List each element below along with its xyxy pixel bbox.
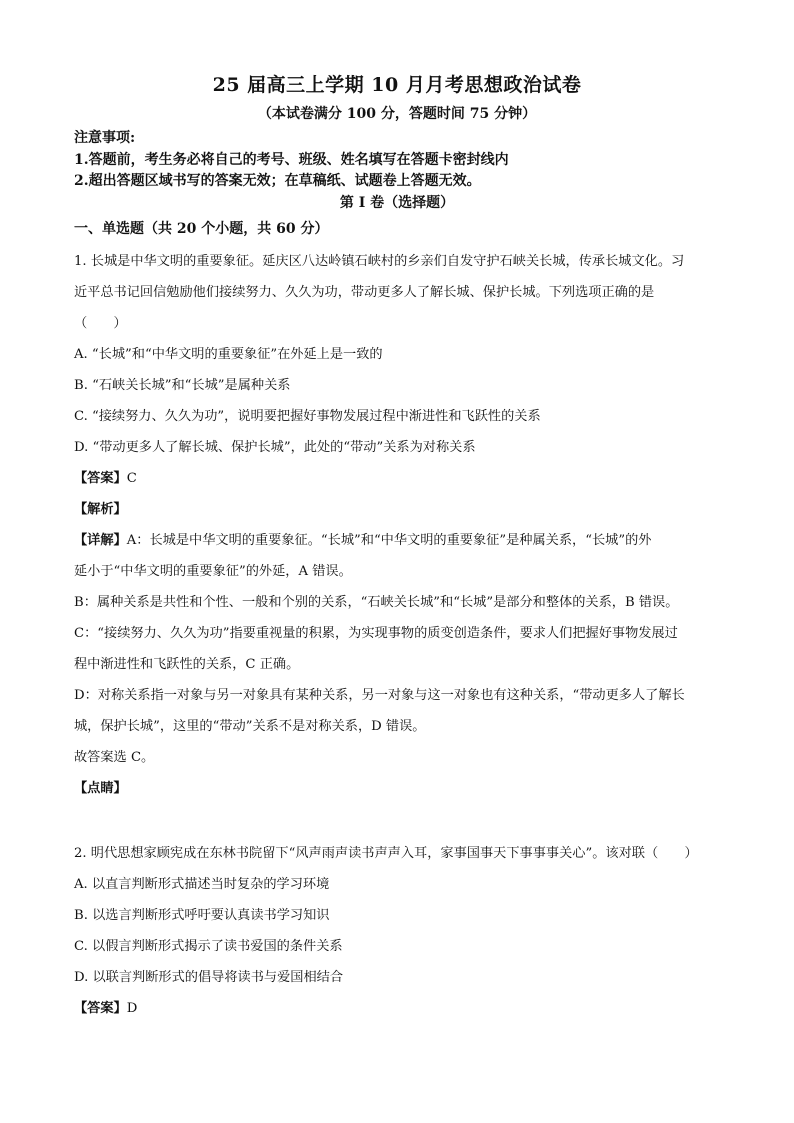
q1-conclusion: 故答案选 C。	[74, 750, 155, 765]
q1-answer-line	[74, 467, 137, 486]
q2-option-b: B. 以选言判断形式呼吁要认真读书学习知识	[74, 908, 330, 923]
q2-option-d: D. 以联言判断形式的倡导将读书与爱国相结合	[74, 970, 344, 985]
q1-stem-line-1: 1. 长城是中华文明的重要象征。延庆区八达岭镇石峡村的乡亲们自发守护石峡关长城，传承长城文化。习	[74, 254, 685, 269]
note-item-2: 2.超出答题区域书写的答案无效；在草稿纸、试题卷上答题无效。	[74, 173, 481, 189]
q2-stem: 2. 明代思想家顾宪成在东林书院留下“风声雨声读书声声入耳，家事国事天下事事事关心”。该对联（ ）	[74, 846, 698, 861]
q1-detail-text-1: A：长城是中华文明的重要象征。“长城”和“中华文明的重要象征”是种属关系，“长城”的外	[126, 533, 652, 548]
q1-detail-line-2: 延小于“中华文明的重要象征”的外延，A 错误。	[74, 564, 352, 579]
q2-answer-value: D	[126, 1001, 138, 1016]
q1-stem-line-2: 近平总书记回信勉励他们接续努力、久久为功，带动更多人了解长城、保护长城。下列选项正确的是	[74, 285, 655, 300]
q1-analysis-label: 【解析】	[74, 502, 127, 517]
exam-title: 25 届高三上学期 10 月月考思想政治试卷	[212, 74, 582, 96]
q2-answer-line	[74, 997, 137, 1016]
q1-option-a: A. “长城”和“中华文明的重要象征”在外延上是一致的	[74, 347, 383, 362]
q1-detail-line-7: 城，保护长城”，这里的“带动”关系不是对称关系，D 错误。	[74, 719, 426, 734]
q1-option-d: D. “带动更多人了解长城、保护长城”，此处的“带动”关系为对称关系	[74, 440, 476, 455]
q1-detail-line-3: B：属种关系是共性和个性、一般和个别的关系，“石峡关长城”和“长城”是部分和整体的关系，B 错误。	[74, 595, 679, 610]
q1-detail-line-1	[74, 529, 651, 548]
part-heading: 一、单选题（共 20 个小题，共 60 分）	[74, 221, 329, 237]
q1-detail-line-6: D：对称关系指一对象与另一对象具有某种关系，另一对象与这一对象也有这种关系，“带动更多人了解长	[74, 688, 685, 703]
q1-detail-line-4: C：“接续努力、久久为功”指要重视量的积累，为实现事物的质变创造条件，要求人们把握好事物发展过	[74, 626, 678, 641]
q2-answer-label: 【答案】	[74, 1001, 127, 1016]
q2-option-c: C. 以假言判断形式揭示了读书爱国的条件关系	[74, 939, 343, 954]
q1-detail-label: 【详解】	[74, 533, 127, 548]
note-item-1: 1.答题前，考生务必将自己的考号、班级、姓名填写在答题卡密封线内	[74, 152, 509, 168]
exam-subtitle: （本试卷满分 100 分，答题时间 75 分钟）	[257, 106, 537, 122]
q1-answer-value: C	[126, 471, 137, 486]
volume-heading: 第 I 卷（选择题）	[339, 195, 455, 211]
q1-detail-line-5: 程中渐进性和飞跃性的关系，C 正确。	[74, 657, 300, 672]
q1-option-b: B. “石峡关长城”和“长城”是属种关系	[74, 378, 291, 393]
q1-stem-line-3: （ ）	[74, 316, 127, 331]
q1-answer-label: 【答案】	[74, 471, 127, 486]
notes-heading: 注意事项:	[74, 130, 136, 146]
q1-comment-label: 【点睛】	[74, 781, 127, 796]
q2-option-a: A. 以直言判断形式描述当时复杂的学习环境	[74, 877, 330, 892]
q1-option-c: C. “接续努力、久久为功”，说明要把握好事物发展过程中渐进性和飞跃性的关系	[74, 409, 541, 424]
